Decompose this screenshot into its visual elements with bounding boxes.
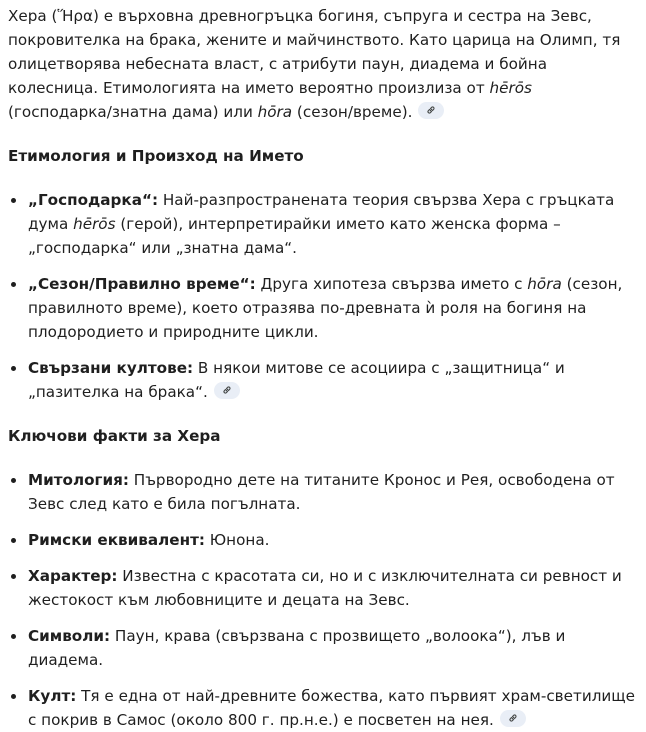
intro-term-heros: hērōs — [489, 79, 532, 97]
list-item — [8, 624, 638, 672]
item-text: Тя е една от най-древните божества, като първият храм-светилище с покрив в Самос (около 800 г. пр.н.е.) е посветен на нея. — [28, 687, 635, 729]
item-text: Паун, крава (свързвана с прозвището „волоока“), лъв и диадема. — [28, 627, 566, 669]
item-label: Култ: — [28, 687, 77, 705]
item-label: Римски еквивалент: — [28, 531, 205, 549]
item-text: Друга хипотеза свързва името с — [255, 275, 528, 293]
item-label: „Сезон/Правилно време“: — [28, 275, 256, 293]
list-item — [8, 564, 638, 612]
list-item — [8, 356, 638, 404]
link-icon — [222, 385, 232, 395]
item-term: hērōs — [73, 215, 116, 233]
list-item — [8, 468, 638, 516]
item-label: Характер: — [28, 567, 118, 585]
item-text: Юнона. — [204, 531, 270, 549]
item-text: (герой), интерпретирайки името като женска форма – „господарка“ или „знатна дама“. — [28, 215, 561, 257]
list-item — [8, 528, 638, 552]
intro-text: (сезон/време). — [292, 103, 413, 121]
link-icon — [426, 105, 436, 115]
intro-text: Хера (Ἥρα) е върховна древногръцка богиня, съпруга и сестра на Зевс, покровителка на брака, жените и майчинството. Като царица на Олимп, тя олицетворява небесната власт, с атрибути паун, диадема и бойна колесница. Етимологията на името вероятно произлиза от — [8, 7, 621, 97]
citation-chip[interactable] — [214, 382, 240, 399]
citation-chip[interactable] — [500, 710, 526, 727]
item-text: Известна с красотата си, но и с изключителната си ревност и жестокост към любовниците и децата на Зевс. — [28, 567, 622, 609]
item-label: Свързани култове: — [28, 359, 194, 377]
intro-text: (господарка/знатна дама) или — [8, 103, 258, 121]
intro-term-hora: hōra — [257, 103, 293, 121]
item-label: Митология: — [28, 471, 129, 489]
item-text: (сезон, правилното време), което отразява по-древната ѝ роля на богиня на плодородието и природните цикли. — [28, 275, 623, 341]
item-term: hōra — [527, 275, 562, 293]
intro-paragraph — [8, 4, 638, 124]
section-heading-facts: Ключови факти за Хера — [8, 427, 221, 445]
citation-chip[interactable] — [418, 102, 444, 119]
facts-list — [8, 468, 638, 732]
list-item — [8, 188, 638, 260]
item-label: Символи: — [28, 627, 111, 645]
list-item — [8, 272, 638, 344]
section-heading-etymology: Етимология и Произход на Името — [8, 147, 304, 165]
item-text: Първородно дете на титаните Кронос и Рея, освободена от Зевс след като е била погълната. — [28, 471, 615, 513]
item-text: Най-разпространената теория свързва Хера с гръцката дума — [28, 191, 615, 233]
link-icon — [508, 713, 518, 723]
item-label: „Господарка“: — [28, 191, 159, 209]
etymology-list — [8, 188, 638, 404]
item-text: В някои митове се асоциира с „защитница“ и „пазителка на брака“. — [28, 359, 565, 401]
